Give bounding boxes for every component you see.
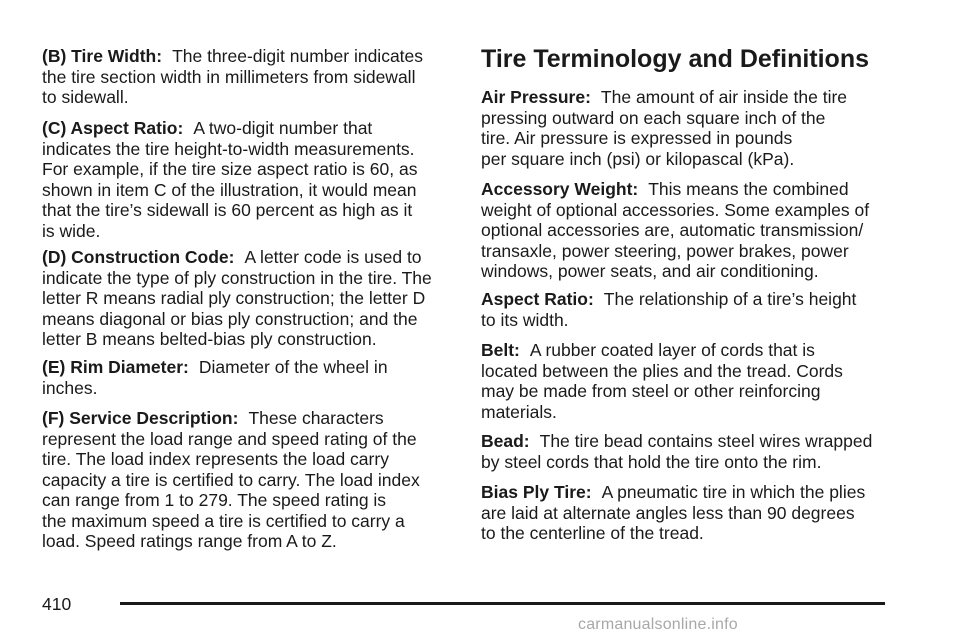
definition-text: by steel cords that hold the tire onto the rim. (481, 451, 822, 472)
definition-term: Air Pressure: (481, 87, 591, 107)
definition-text: indicate the type of ply construction in the tire. The (42, 267, 432, 288)
definition-text: shown in item C of the illustration, it would mean (42, 179, 417, 200)
definition-term: (E) Rim Diameter: (42, 357, 189, 377)
definition-text: The relationship of a tire’s height (603, 289, 857, 309)
definition-text: to sidewall. (42, 87, 129, 107)
definition-bias-ply-tire (481, 482, 865, 544)
definition-first-line (481, 340, 843, 361)
definition-rim-diameter (42, 357, 388, 398)
definition-text: Diameter of the wheel in (198, 357, 388, 377)
definition-text: A two-digit number that (193, 118, 373, 138)
page-number: 410 (42, 594, 72, 614)
definition-term: (F) Service Description: (42, 408, 239, 428)
definition-first-line (481, 431, 872, 452)
definition-text: letter R means radial ply construction; the letter D (42, 288, 426, 308)
definition-bead (481, 431, 872, 472)
definition-text: tire. The load index represents the load carry (42, 449, 389, 469)
definition-air-pressure (481, 87, 847, 169)
definition-term: Bias Ply Tire: (481, 482, 592, 502)
definition-text: the maximum speed a tire is certified to carry a (42, 510, 405, 531)
definition-term: Aspect Ratio: (481, 289, 594, 309)
definition-text: to the centerline of the tread. (481, 523, 704, 543)
definition-text: represent the load range and speed rating of the (42, 428, 417, 449)
definition-text: weight of optional accessories. Some examples of (481, 199, 870, 220)
definition-text: load. Speed ratings range from A to Z. (42, 531, 337, 551)
definition-service-description (42, 408, 420, 552)
definition-text: A pneumatic tire in which the plies (601, 482, 866, 502)
definition-text: indicates the tire height-to-width measurements. (42, 138, 415, 159)
definition-text: capacity a tire is certified to carry. The load index (42, 469, 420, 490)
definition-text: The amount of air inside the tire (600, 87, 848, 107)
definition-text: is wide. (42, 220, 101, 241)
definition-text: the tire section width in millimeters from sidewall (42, 66, 416, 87)
definition-aspect-ratio (481, 289, 856, 330)
definition-construction-code (42, 247, 432, 350)
definition-first-line (481, 482, 865, 503)
definition-term: (D) Construction Code: (42, 247, 235, 267)
definition-text: For example, if the tire size aspect ratio is 60, as (42, 159, 418, 179)
definition-first-line (42, 357, 388, 378)
definition-text: These characters (248, 408, 384, 428)
definition-first-line (42, 46, 423, 67)
definition-first-line (42, 118, 417, 139)
footer-rule (120, 602, 885, 605)
definition-first-line (481, 179, 869, 200)
definition-text: per square inch (psi) or kilopascal (kPa). (481, 148, 795, 169)
definition-term: (C) Aspect Ratio: (42, 118, 184, 138)
definition-text: are laid at alternate angles less than 90 degrees (481, 502, 855, 523)
definition-text: means diagonal or bias ply construction; and the (42, 308, 418, 329)
definition-first-line (42, 247, 432, 268)
definition-belt (481, 340, 843, 422)
definition-text: pressing outward on each square inch of the (481, 107, 826, 128)
definition-text: can range from 1 to 279. The speed rating is (42, 490, 387, 510)
definition-text: inches. (42, 377, 98, 398)
definition-first-line (481, 87, 847, 108)
definition-term: (B) Tire Width: (42, 46, 163, 66)
definition-term: Accessory Weight: (481, 179, 639, 199)
definition-text: The tire bead contains steel wires wrapped (539, 431, 873, 451)
definition-accessory-weight (481, 179, 869, 282)
definition-text: materials. (481, 401, 557, 422)
definition-text: This means the combined (648, 179, 849, 199)
definition-text: to its width. (481, 309, 569, 330)
definition-text: that the tire’s sidewall is 60 percent as high as it (42, 200, 413, 220)
definition-first-line (42, 408, 420, 429)
definition-text: transaxle, power steering, power brakes, power (481, 240, 849, 261)
definition-term: Belt: (481, 340, 520, 360)
definition-text: letter B means belted-bias ply construction. (42, 329, 377, 349)
definition-term: Bead: (481, 431, 530, 451)
definition-text: A rubber coated layer of cords that is (529, 340, 815, 360)
definition-text: A letter code is used to (244, 247, 422, 267)
section-heading: Tire Terminology and Definitions (481, 45, 870, 73)
definition-text: windows, power seats, and air conditioning. (481, 261, 819, 281)
definition-text: The three-digit number indicates (172, 46, 424, 66)
watermark: carmanualsonline.info (578, 616, 738, 633)
definition-aspect-ratio-code (42, 118, 417, 241)
definition-text: tire. Air pressure is expressed in pounds (481, 128, 793, 148)
definition-tire-width (42, 46, 423, 108)
definition-first-line (481, 289, 856, 310)
definition-text: located between the plies and the tread. Cords (481, 360, 843, 381)
definition-text: may be made from steel or other reinforcing (481, 381, 821, 401)
definition-text: optional accessories are, automatic transmission/ (481, 220, 864, 240)
